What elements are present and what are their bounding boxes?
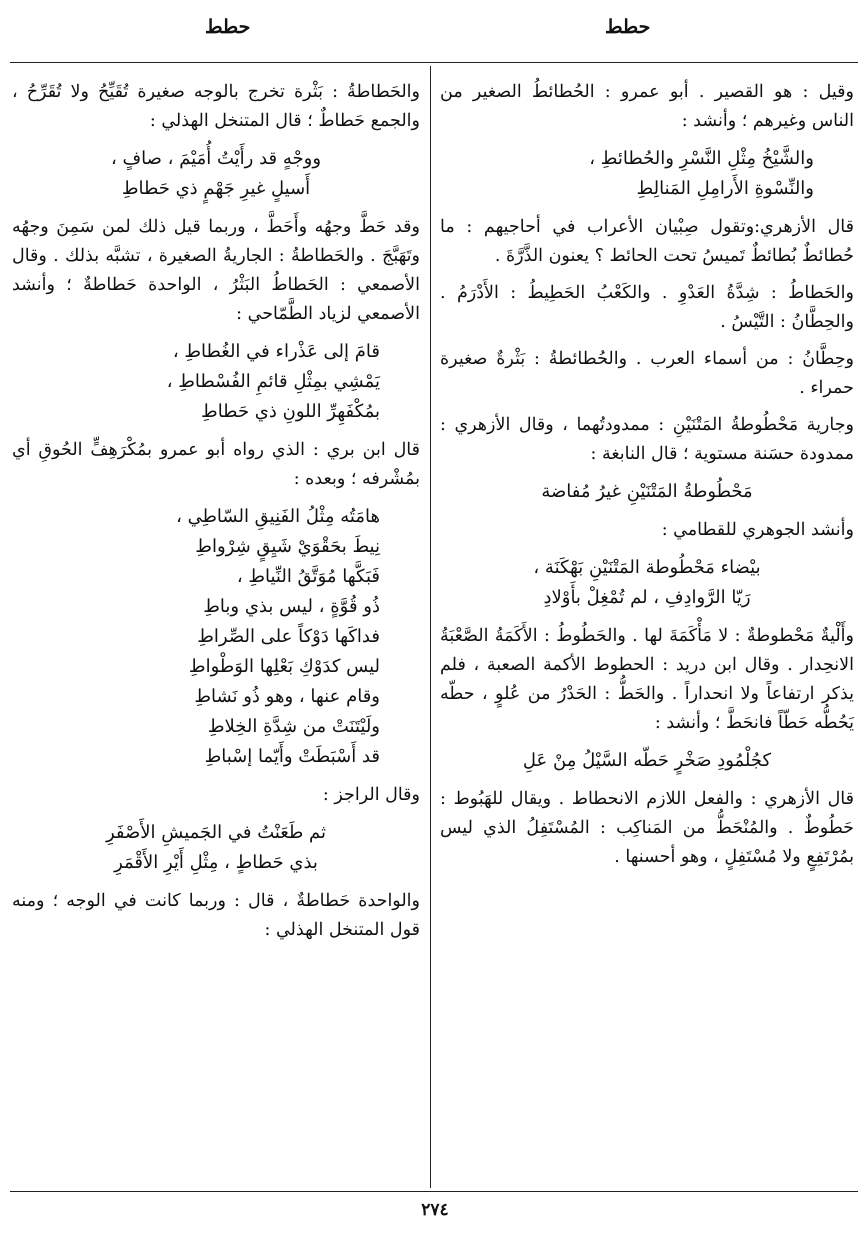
left-verse-4 [12,818,420,878]
verse-line: فَبَكَّها مُوَتَّقُ النِّياطِ ، [236,566,380,587]
verse-line: قامَ إلى عَذْراء في الغُطاطِ ، [172,341,380,362]
verse-line: رَيّا الرَّوادِفِ ، لم تُمْغِلْ بأَوْلادِ [543,587,751,608]
header-headword-left: حطط [205,16,251,38]
verse-line: يَمْشِي بمِثْلِ قائمِ الفُسْطاطِ ، [166,371,380,392]
right-paragraph-5: وجارية مَحْطُوطةُ المَتْنَيْنِ : ممدودتُهما ، وقال الأزهري : ممدودة حسَنة مستوية ؛ قال النابغة : [440,415,854,464]
verse-line: قد أَسْبَطَتْ وأَيّما إسْباطِ [204,746,380,767]
verse-line: فداكَها دَوْكاً على الصِّراطِ [197,626,380,647]
right-paragraph-6: وأنشد الجوهري للقطامي : [661,520,854,540]
left-paragraph-2: وقد حَطَّ وجهُه وأَحَطَّ ، وربما قيل ذلك لمن سَمِنَ وجهُه وتَهَبَّجَ . والحَطاطةُ : الجاريةُ الصغيرة ، تشبَّه بذلك . وقال الأصمعي : الحَطاطُ البَثْرُ ، الواحدة حَطاطةٌ ؛ وأنشد الأصمعي لزياد الطَّمّاحي : [12,217,420,324]
right-column [440,78,854,880]
left-paragraph-4: وقال الراجز : [322,785,420,805]
verse-line: وقام عنها ، وهو ذُو نَشاطِ [194,686,380,707]
verse-line: بيْضاء مَحْطُوطة المَتْنَيْنِ بَهْكَنَة ، [533,557,761,578]
column-divider [430,66,431,1188]
left-verse-1 [12,144,420,204]
right-paragraph-7: وأَلْيةٌ مَحْطوطةٌ : لا مَأْكَمَةَ لها . والحَطُوطُ : الأَكَمَةُ الصَّعْبَةُ الانحِدار . وقال ابن دريد : الحطوط الأكمة الصعبة ، فلم يذكر ارتفاعاً ولا انحداراً . والحَطُّ : الحَدْرُ من عُلوٍ ، حطّه يَحُطُّه حَطّاً فانحَطَّ ؛ وأنشد : [440,626,854,733]
top-rule [10,62,858,63]
verse-line: والشَّيْخُ مِثْلِ النَّسْرِ والحُطائطِ ، [589,148,814,169]
right-verse-3 [440,553,854,613]
bottom-rule [10,1191,858,1192]
left-paragraph-3: قال ابن بري : الذي رواه أبو عمرو بمُكْرَهِفٍّ الحُوقِ أي بمُشْرفه ؛ وبعده : [12,440,420,489]
verse-line: بذي حَطاطٍ ، مِثْلِ أَيْرِ الأَقْمَرِ [114,852,318,873]
verse-line: مَحْطُوطةُ المَتْنَيْنِ غيرُ مُفاضة [541,481,753,502]
verse-line: ثم طَعَنْتُ في الجَميشِ الأَصْفَرِ [105,822,327,843]
header-headword-right: حطط [605,16,651,38]
verse-line: بمُكْفَهِرِّ اللونِ ذي حَطاطِ [201,401,380,422]
verse-line: كجُلْمُودِ صَخْرٍ حَطّه السَّيْلُ مِنْ عَلِ [522,750,772,771]
verse-line: نِيطَ بحَقْوَيْ شَيِقٍ شِرْواطِ [195,536,380,557]
left-paragraph-5: والواحدة حَطاطةٌ ، قال : وربما كانت في الوجه ؛ ومنه قول المتنخل الهذلي : [12,891,420,940]
left-column [12,78,420,953]
page-number: ٢٧٤ [421,1200,449,1220]
verse-line: ليس كدَوْكِ بَعْلِها الوَطْواطِ [188,656,380,677]
right-verse-1 [440,144,854,204]
verse-line: ولَيْتَنَتْ من شِدَّةِ الخِلاطِ [207,716,380,737]
right-paragraph-2: قال الأزهري:وتقول صِبْيان الأعراب في أحاجيهم : ما حُطائطٌ بُطائطٌ تَميسُ تحت الحائط ؟ يعنون الذَّرَّةَ . [440,217,854,266]
right-paragraph-8: قال الأزهري : والفعل اللازم الانحطاط . ويقال للهَبُوط : حَطُوطٌ . والمُنْحَطُّ من المَناكِب : المُسْتَفِلُ الذي ليس بمُرْتَفِعٍ ولا مُسْتَفِلٍ ، وهو أحسنها . [440,789,854,867]
right-paragraph-3: والحَطاطُ : شِدَّةُ العَدْوِ . والكَعْبُ الحَطِيطُ : الأَدْرَمُ . والحِطَّانُ : التَّيْسُ . [440,283,854,332]
right-paragraph-4: وحِطَّانُ : من أسماء العرب . والحُطائطةُ : بَثْرةٌ صغيرة حمراء . [440,349,854,398]
verse-line: هامَتُه مِثْلُ الفَنِيقِ السّاطِي ، [176,506,380,527]
verse-line: ذُو قُوَّةٍ ، ليس بذي وباطِ [203,596,380,617]
right-paragraph-1: وقيل : هو القصير . أبو عمرو : الحُطائطُ الصغير من الناس وغيرهم ؛ وأنشد : [440,82,854,131]
verse-line: ووجْهٍ قد رأَيْتُ أُمَيْمَ ، صافٍ ، [110,148,322,169]
right-verse-4 [440,746,854,776]
verse-line: أَسيلٍ غيرِ جَهْمٍ ذي حَطاطِ [121,178,311,199]
left-paragraph-1: والحَطاطةُ : بَثْرة تخرج بالوجه صغيرة تُقَيِّحُ ولا تُقَرِّحُ ، والجمع حَطاطٌ ؛ قال المتنخل الهذلي : [12,82,420,131]
left-verse-3 [12,502,420,772]
left-verse-2 [12,337,420,427]
verse-line: والنِّسْوةِ الأَرامِلِ المَنالِطِ [636,178,814,199]
right-verse-2 [440,477,854,507]
